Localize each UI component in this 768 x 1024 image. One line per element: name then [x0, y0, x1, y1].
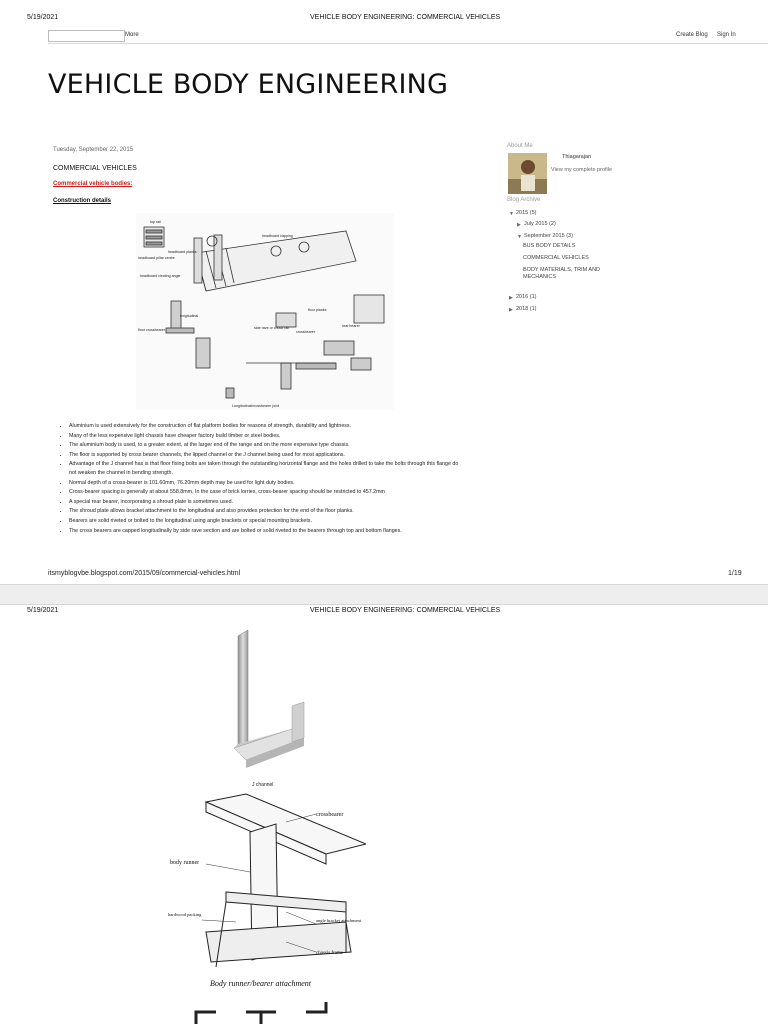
archive-2018[interactable]: 2018 (1) — [516, 306, 537, 312]
collapse-right-icon[interactable]: ▶ — [509, 295, 513, 301]
archive-2015[interactable]: 2015 (5) — [516, 210, 537, 216]
construction-details-heading: Construction details — [53, 198, 112, 204]
post-title[interactable]: COMMERCIAL VEHICLES — [53, 165, 137, 172]
runner-label-body-runner: body runner — [170, 860, 200, 866]
print-date-page2: 5/19/2021 — [27, 607, 59, 614]
post-date: Tuesday, September 22, 2015 — [53, 147, 134, 153]
profile-name: Thiagarajan — [562, 154, 592, 160]
archive-post-materials[interactable]: BODY MATERIALS, TRIM AND MECHANICS — [523, 267, 601, 280]
label-crossbearer: crossbearer — [296, 330, 315, 334]
print-title-page2: VEHICLE BODY ENGINEERING: COMMERCIAL VEHICLES — [310, 607, 501, 614]
label-floor-crossbearer: floor crossbearer — [138, 328, 165, 332]
search-input[interactable] — [48, 30, 125, 42]
list-item: • Bearers are solid riveted or bolted to the longitudinal using angle brackets or special mounting brackets. — [69, 517, 464, 526]
runner-caption: Body runner/bearer attachment — [210, 979, 312, 988]
blog-archive-heading: Blog Archive — [507, 197, 541, 203]
view-profile-link[interactable]: View my complete profile — [551, 167, 613, 173]
runner-label-chassis: chassis frame — [316, 951, 344, 956]
more-link[interactable]: More — [125, 32, 139, 38]
archive-september-2015[interactable]: September 2015 (3) — [524, 233, 573, 239]
page-separator — [0, 584, 768, 605]
footer-page-number: 1/19 — [728, 570, 742, 577]
archive-post-bus-body[interactable]: BUS BODY DETAILS — [523, 243, 576, 249]
runner-label-hardwood: hardwood packing — [168, 912, 202, 917]
body-runner-diagram — [166, 792, 366, 992]
archive-post-commercial[interactable]: COMMERCIAL VEHICLES — [523, 255, 589, 261]
construction-diagram — [136, 213, 394, 410]
list-item: • The shroud plate allows bracket attachment to the longitudinal and also provides protection for the end of the floor planks. — [69, 507, 464, 516]
avatar[interactable] — [508, 153, 547, 194]
archive-july-2015[interactable]: July 2015 (2) — [524, 221, 556, 227]
list-item: • Aluminium is used extensively for the construction of flat platform bodies for reasons of strength, durability and lightness. — [69, 422, 464, 431]
label-headboard-capping: headboard capping — [262, 234, 293, 238]
collapse-right-icon[interactable]: ▶ — [517, 222, 521, 228]
blog-title[interactable]: VEHICLE BODY ENGINEERING — [48, 69, 449, 100]
list-item: • A special rear bearer, incorporating a shroud plate is sometimes used. — [69, 498, 464, 507]
print-title: VEHICLE BODY ENGINEERING: COMMERCIAL VEHICLES — [310, 14, 501, 21]
print-date: 5/19/2021 — [27, 14, 59, 21]
partial-section-diagram — [186, 1000, 346, 1024]
list-item: • The floor is supported by cross bearer channels, the lipped channel or the J channel being used for most applications. — [69, 451, 464, 460]
runner-label-angle-bracket: angle bracket attachment — [316, 918, 361, 923]
label-headboard-pillar: headboard pillar centre — [138, 256, 175, 260]
j-channel-caption: J channel — [252, 782, 274, 788]
label-rear-bearer: rear bearer — [342, 324, 360, 328]
label-longitudinal: longitudinal — [180, 314, 199, 318]
expand-down-icon[interactable]: ▼ — [517, 234, 522, 240]
commercial-bodies-link[interactable]: Commercial vehicle bodies: — [53, 181, 133, 187]
post-bullets — [60, 422, 464, 536]
j-channel-image — [212, 626, 317, 781]
about-me-heading: About Me — [507, 143, 533, 149]
list-item: • The cross bearers are capped longitudinally by side rave section and are bolted or solid riveted to the bearers through top and bottom flanges. — [69, 527, 464, 536]
label-cleating-angle: headboard cleating angle — [140, 274, 181, 278]
expand-down-icon[interactable]: ▼ — [509, 211, 514, 217]
sign-in-link[interactable]: Sign In — [717, 32, 736, 38]
navbar-divider — [48, 43, 768, 44]
list-item: • The aluminium body is used, to a greater extent, at the larger end of the range and on the more expensive type chassis. — [69, 441, 464, 450]
label-headboard-planks: headboard planks — [168, 250, 197, 254]
list-item: • Many of the less expensive light chassis have cheaper factory build timber or steel bodies. — [69, 432, 464, 441]
label-floor-planks: floor planks — [308, 308, 327, 312]
runner-label-crossbearer: crossbearer — [316, 812, 344, 818]
collapse-right-icon[interactable]: ▶ — [509, 307, 513, 313]
diagram-caption: Longitudinal/crossbearer joint — [232, 404, 279, 408]
label-side-rave: side rave or chock rail — [254, 326, 289, 330]
list-item: • Advantage of the J channel has is that floor fixing bolts are taken through the outstanding horizontal flange and the holes drilled to take the bolts through this flange do not weaken the channel in bending strength. — [69, 460, 464, 477]
create-blog-link[interactable]: Create Blog — [676, 32, 708, 38]
archive-2016[interactable]: 2016 (1) — [516, 294, 537, 300]
label-top-rail: top rail — [150, 220, 161, 224]
list-item: • Cross-bearer spacing is generally at about 558.8mm, In the case of brick lorries, cross-bearer spacing should be restricted to 457.2mm — [69, 488, 464, 497]
footer-url: itsmyblogvbe.blogspot.com/2015/09/commercial-vehicles.html — [48, 570, 241, 577]
list-item: • Normal depth of a cross-bearer is 101.60mm, 76.20mm depth may be used for light duty bodies. — [69, 479, 464, 488]
